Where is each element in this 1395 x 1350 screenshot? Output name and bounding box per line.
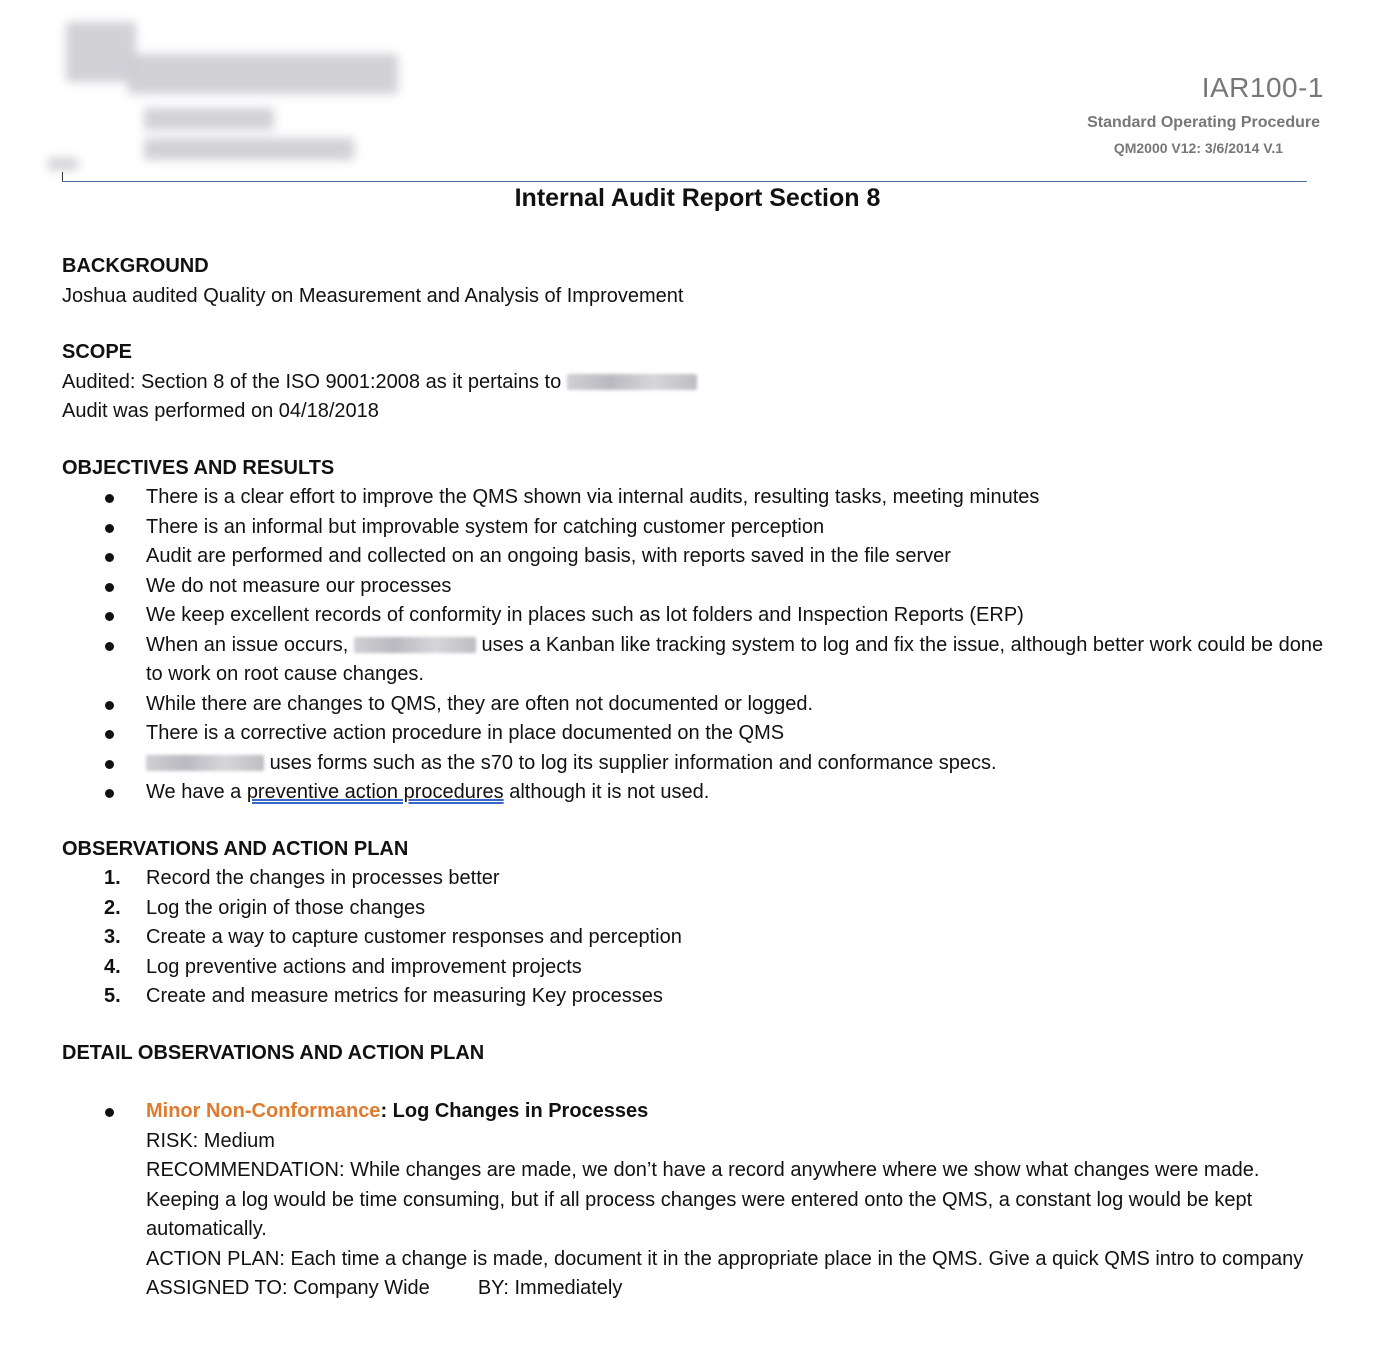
- page-title: Internal Audit Report Section 8: [514, 184, 881, 212]
- redacted-company-name: [146, 755, 264, 771]
- list-item: uses forms such as the s70 to log its supplier information and conformance specs.: [62, 749, 1332, 779]
- preventive-action-link[interactable]: preventive action procedures: [246, 781, 504, 803]
- bullet-icon: [105, 789, 114, 798]
- bullet-icon: [105, 1108, 114, 1117]
- list-item: We keep excellent records of conformity in places such as lot folders and Inspection Reports (ERP): [62, 601, 1332, 631]
- list-item: When an issue occurs, uses a Kanban like tracking system to log and fix the issue, although better work could be done to work on root cause changes.: [62, 631, 1332, 690]
- bullet-icon: [105, 701, 114, 710]
- nonconformance-title: : Log Changes in Processes: [380, 1100, 649, 1122]
- header-rule: [62, 181, 1307, 182]
- detail-title: [146, 1097, 1332, 1127]
- list-item: There is a corrective action procedure in place documented on the QMS: [62, 719, 1332, 749]
- objectives-list: [62, 483, 1332, 808]
- detail-assignment: [146, 1274, 1332, 1304]
- redacted-company-name: [354, 637, 476, 653]
- company-logo-redacted: [48, 14, 418, 174]
- list-item: There is a clear effort to improve the QMS shown via internal audits, resulting tasks, meeting minutes: [62, 483, 1332, 513]
- list-item: While there are changes to QMS, they are often not documented or logged.: [62, 690, 1332, 720]
- list-item: We have a preventive action procedures although it is not used.: [62, 778, 1332, 808]
- list-item: There is an informal but improvable system for catching customer perception: [62, 513, 1332, 543]
- list-item: We do not measure our processes: [62, 572, 1332, 602]
- bullet-icon: [105, 730, 114, 739]
- list-item: Audit are performed and collected on an ongoing basis, with reports saved in the file server: [62, 542, 1332, 572]
- assigned-to: ASSIGNED TO: Company Wide: [146, 1277, 430, 1299]
- bullet-icon: [105, 494, 114, 503]
- scope-heading: SCOPE: [62, 341, 133, 363]
- assigned-by: BY: Immediately: [477, 1277, 623, 1299]
- bullet-icon: [105, 524, 114, 533]
- bullet-icon: [105, 612, 114, 621]
- list-item: 4. Log preventive actions and improvement projects: [104, 955, 582, 978]
- list-item: 2. Log the origin of those changes: [104, 896, 426, 919]
- detail-list: [62, 1097, 1332, 1304]
- detail-heading: DETAIL OBSERVATIONS AND ACTION PLAN: [62, 1041, 485, 1064]
- list-item: 1. Record the changes in processes better: [104, 867, 500, 889]
- detail-item: [62, 1097, 1332, 1304]
- document-id: IAR100-1: [1201, 72, 1324, 103]
- bullet-icon: [105, 760, 114, 769]
- scope-audited-text: Audited: Section 8 of the ISO 9001:2008 as it pertains to: [62, 370, 562, 393]
- list-item: 5. Create and measure metrics for measuring Key processes: [104, 985, 663, 1007]
- background-heading: BACKGROUND: [62, 255, 209, 277]
- scope-audited: [62, 368, 1332, 398]
- bullet-icon: [105, 642, 114, 651]
- document-body: [62, 252, 1332, 1304]
- detail-risk: RISK: Medium: [146, 1129, 275, 1152]
- bullet-icon: [105, 553, 114, 562]
- scope-performed: Audit was performed on 04/18/2018: [62, 400, 379, 422]
- background-text: Joshua audited Quality on Measurement and Analysis of Improvement: [62, 284, 684, 307]
- observations-list: [62, 864, 1332, 1012]
- list-item: 3. Create a way to capture customer responses and perception: [104, 926, 682, 948]
- nonconformance-category: Minor Non-Conformance: [146, 1100, 381, 1122]
- observations-heading: OBSERVATIONS AND ACTION PLAN: [62, 837, 409, 860]
- document-type: Standard Operating Procedure: [1087, 114, 1320, 131]
- redacted-company-name: [567, 374, 697, 390]
- detail-action-plan: ACTION PLAN: Each time a change is made, document it in the appropriate place in the QMS. Give a quick QMS intro to company: [146, 1247, 1304, 1270]
- detail-recommendation: RECOMMENDATION: While changes are made, we don’t have a record anywhere where we show what changes were made. Keeping a log would be time consuming, but if all process changes were entered onto the QMS, a constant log would be kept automatically.: [146, 1159, 1260, 1240]
- document-version: QM2000 V12: 3/6/2014 V.1: [1113, 140, 1283, 156]
- objectives-heading: OBJECTIVES AND RESULTS: [62, 456, 335, 479]
- bullet-icon: [105, 583, 114, 592]
